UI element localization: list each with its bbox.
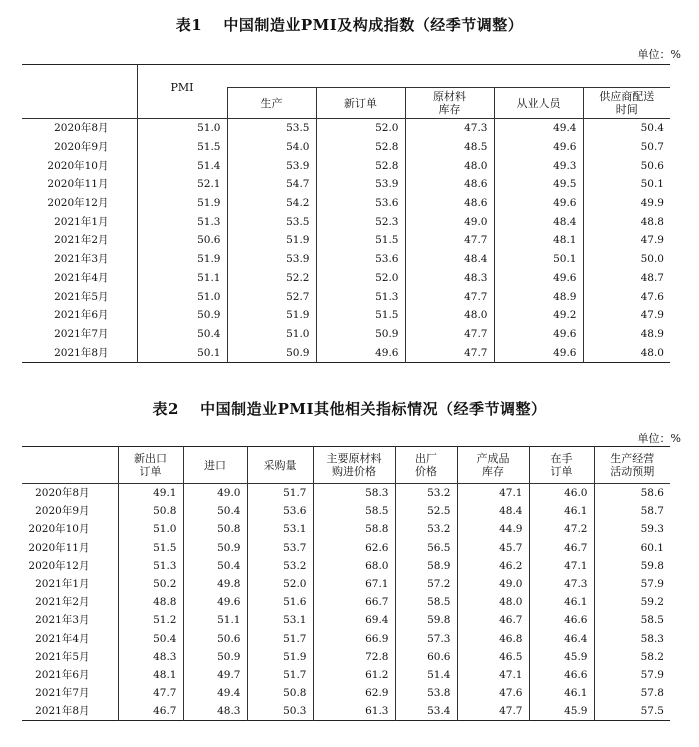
table-cell: 51.1 xyxy=(137,269,227,288)
table-cell: 51.9 xyxy=(227,231,316,250)
table-cell: 51.3 xyxy=(137,212,227,231)
table2-header-text: 生产经营 活动预期 xyxy=(610,452,655,478)
table1-header-pmi: PMI xyxy=(137,65,227,119)
table-cell: 49.6 xyxy=(494,138,583,157)
table-cell: 57.9 xyxy=(594,666,670,684)
table1 xyxy=(22,64,670,363)
table-cell: 45.9 xyxy=(529,648,594,666)
table-cell: 46.1 xyxy=(529,684,594,702)
table1-body xyxy=(22,119,670,363)
table-cell: 53.8 xyxy=(395,684,457,702)
table-cell: 52.8 xyxy=(316,138,405,157)
table-cell: 51.1 xyxy=(183,611,247,629)
table2-header-text: 进口 xyxy=(204,458,226,472)
table-cell: 51.0 xyxy=(227,325,316,344)
table-cell: 49.0 xyxy=(457,575,529,593)
table-cell: 47.3 xyxy=(405,119,494,138)
table-cell: 51.4 xyxy=(395,666,457,684)
table-row xyxy=(22,520,670,538)
table-cell: 51.9 xyxy=(247,648,313,666)
table-cell: 48.3 xyxy=(118,648,183,666)
table-cell: 48.3 xyxy=(183,702,247,721)
table-cell: 50.3 xyxy=(247,702,313,721)
table-cell: 50.4 xyxy=(183,502,247,520)
table-cell: 58.5 xyxy=(594,611,670,629)
table2-title: 表2 中国制造业PMI其他相关指标情况（经季节调整） xyxy=(152,400,547,418)
table-cell: 58.9 xyxy=(395,557,457,575)
table-cell: 51.0 xyxy=(137,287,227,306)
table-cell: 53.2 xyxy=(395,484,457,503)
table-cell: 52.8 xyxy=(316,156,405,175)
table-cell: 59.8 xyxy=(395,611,457,629)
table-cell: 57.5 xyxy=(594,702,670,721)
table-cell: 51.5 xyxy=(118,539,183,557)
table-cell: 50.4 xyxy=(183,557,247,575)
table2-header-text: 出厂 价格 xyxy=(415,452,437,478)
table2-body xyxy=(22,484,670,721)
row-label: 2021年5月 xyxy=(35,650,90,663)
table-row xyxy=(22,557,670,575)
table-cell: 48.4 xyxy=(457,502,529,520)
row-label: 2021年2月 xyxy=(35,596,90,609)
table-cell: 49.6 xyxy=(316,343,405,362)
table-cell: 51.7 xyxy=(247,484,313,503)
table1-unit: 单位：% xyxy=(637,48,681,61)
table-row xyxy=(22,539,670,557)
table-cell: 47.9 xyxy=(583,231,670,250)
table-cell: 47.1 xyxy=(457,484,529,503)
row-label: 2020年9月 xyxy=(54,141,109,154)
table-cell: 58.5 xyxy=(313,502,395,520)
table-cell: 51.6 xyxy=(247,593,313,611)
table-cell: 53.6 xyxy=(247,502,313,520)
table-cell: 58.3 xyxy=(313,484,395,503)
table2-header-business-expectations xyxy=(594,447,670,484)
table1-header-production: 生产 xyxy=(227,88,316,119)
table-cell: 50.0 xyxy=(583,250,670,269)
table-row xyxy=(22,175,670,194)
row-label: 2021年4月 xyxy=(35,632,90,645)
table-cell: 51.2 xyxy=(118,611,183,629)
table-cell: 46.1 xyxy=(529,502,594,520)
table-cell: 53.6 xyxy=(316,194,405,213)
table-row xyxy=(22,575,670,593)
table-cell: 49.9 xyxy=(583,194,670,213)
table-cell: 46.1 xyxy=(529,593,594,611)
table-cell: 49.4 xyxy=(494,119,583,138)
table-cell: 47.2 xyxy=(529,520,594,538)
table2-header-text: 产成品 库存 xyxy=(476,452,510,478)
table-row xyxy=(22,231,670,250)
table2-unit: 单位：% xyxy=(637,432,681,445)
table-row xyxy=(22,194,670,213)
table-cell: 53.7 xyxy=(247,539,313,557)
table-cell: 46.6 xyxy=(529,666,594,684)
row-label: 2020年9月 xyxy=(35,505,90,518)
table-row xyxy=(22,684,670,702)
table-cell: 66.7 xyxy=(313,593,395,611)
table2-header-text: 新出口 订单 xyxy=(134,452,167,478)
table-cell: 48.0 xyxy=(457,593,529,611)
table-row xyxy=(22,325,670,344)
table-cell: 50.6 xyxy=(583,156,670,175)
row-label: 2021年4月 xyxy=(54,271,109,284)
table-cell: 48.9 xyxy=(494,287,583,306)
table-row xyxy=(22,666,670,684)
row-label: 2021年7月 xyxy=(35,687,90,700)
table-cell: 66.9 xyxy=(313,630,395,648)
table-cell: 54.7 xyxy=(227,175,316,194)
table-cell: 47.6 xyxy=(583,287,670,306)
table-cell: 48.0 xyxy=(405,156,494,175)
table-row xyxy=(22,287,670,306)
table-cell: 51.0 xyxy=(137,119,227,138)
row-label: 2020年12月 xyxy=(28,559,90,572)
table1-corner xyxy=(22,65,137,119)
table-cell: 49.7 xyxy=(183,666,247,684)
table-cell: 49.2 xyxy=(494,306,583,325)
table-cell: 49.3 xyxy=(494,156,583,175)
table-cell: 60.1 xyxy=(594,539,670,557)
table-cell: 58.8 xyxy=(313,520,395,538)
table-cell: 62.6 xyxy=(313,539,395,557)
table-cell: 48.9 xyxy=(583,325,670,344)
row-label: 2021年8月 xyxy=(35,705,90,718)
table1-title: 表1 中国制造业PMI及构成指数（经季节调整） xyxy=(175,16,524,34)
table-cell: 56.5 xyxy=(395,539,457,557)
table-cell: 46.4 xyxy=(529,630,594,648)
table-row xyxy=(22,648,670,666)
table-cell: 68.0 xyxy=(313,557,395,575)
row-label: 2021年3月 xyxy=(54,253,109,266)
table-cell: 52.1 xyxy=(137,175,227,194)
table-cell: 54.2 xyxy=(227,194,316,213)
table-cell: 53.4 xyxy=(395,702,457,721)
table-cell: 48.1 xyxy=(118,666,183,684)
table-cell: 49.6 xyxy=(494,325,583,344)
table-cell: 50.8 xyxy=(247,684,313,702)
table-row xyxy=(22,138,670,157)
table-cell: 53.2 xyxy=(247,557,313,575)
table-cell: 48.6 xyxy=(405,194,494,213)
table-cell: 49.6 xyxy=(494,269,583,288)
table-cell: 50.6 xyxy=(183,630,247,648)
table2-corner xyxy=(22,447,118,484)
table-cell: 59.8 xyxy=(594,557,670,575)
row-label: 2021年5月 xyxy=(54,290,109,303)
row-label: 2020年11月 xyxy=(28,541,90,554)
table-cell: 47.1 xyxy=(529,557,594,575)
table-cell: 52.0 xyxy=(316,119,405,138)
table-cell: 51.7 xyxy=(247,630,313,648)
table-cell: 47.7 xyxy=(405,343,494,362)
table-cell: 46.0 xyxy=(529,484,594,503)
table2-header-backlog-orders xyxy=(529,447,594,484)
table-row xyxy=(22,119,670,138)
table-cell: 49.6 xyxy=(494,194,583,213)
row-label: 2020年10月 xyxy=(28,523,90,536)
table-cell: 53.5 xyxy=(227,212,316,231)
table-cell: 50.9 xyxy=(183,539,247,557)
table-cell: 52.2 xyxy=(227,269,316,288)
table2 xyxy=(22,446,670,721)
table-cell: 58.2 xyxy=(594,648,670,666)
table-cell: 58.7 xyxy=(594,502,670,520)
table-cell: 45.9 xyxy=(529,702,594,721)
table1-header-supplier-delivery-text: 供应商配送 时间 xyxy=(599,90,655,116)
row-label: 2020年10月 xyxy=(47,159,109,172)
table-cell: 50.4 xyxy=(583,119,670,138)
table-cell: 59.2 xyxy=(594,593,670,611)
row-label: 2020年12月 xyxy=(47,197,109,210)
table-cell: 48.4 xyxy=(405,250,494,269)
table-cell: 58.3 xyxy=(594,630,670,648)
table-cell: 53.2 xyxy=(395,520,457,538)
table-cell: 50.8 xyxy=(183,520,247,538)
row-label: 2021年8月 xyxy=(54,346,109,359)
table-cell: 69.4 xyxy=(313,611,395,629)
row-label: 2021年1月 xyxy=(54,215,109,228)
table1-header-raw-material-inventory xyxy=(405,88,494,119)
table-cell: 47.7 xyxy=(405,325,494,344)
table-cell: 52.0 xyxy=(247,575,313,593)
table-row xyxy=(22,611,670,629)
row-label: 2021年2月 xyxy=(54,234,109,247)
table-row xyxy=(22,630,670,648)
table-cell: 47.6 xyxy=(457,684,529,702)
table-cell: 58.6 xyxy=(594,484,670,503)
table-cell: 52.3 xyxy=(316,212,405,231)
table-cell: 47.3 xyxy=(529,575,594,593)
row-label: 2021年1月 xyxy=(35,578,90,591)
table-cell: 53.1 xyxy=(247,611,313,629)
row-label: 2021年3月 xyxy=(35,614,90,627)
table-cell: 48.0 xyxy=(405,306,494,325)
table-cell: 54.0 xyxy=(227,138,316,157)
table1-header-new-orders: 新订单 xyxy=(316,88,405,119)
row-label: 2020年11月 xyxy=(47,178,109,191)
table-row xyxy=(22,156,670,175)
table-cell: 48.5 xyxy=(405,138,494,157)
table-row xyxy=(22,593,670,611)
table-cell: 57.3 xyxy=(395,630,457,648)
table-cell: 53.1 xyxy=(247,520,313,538)
table-cell: 50.9 xyxy=(183,648,247,666)
table-cell: 46.2 xyxy=(457,557,529,575)
table-cell: 50.2 xyxy=(118,575,183,593)
table-cell: 53.9 xyxy=(227,156,316,175)
table2-header-imports xyxy=(183,447,247,484)
table-row xyxy=(22,250,670,269)
table-cell: 47.7 xyxy=(405,231,494,250)
table-cell: 62.9 xyxy=(313,684,395,702)
table-cell: 51.9 xyxy=(137,250,227,269)
table-cell: 51.4 xyxy=(137,156,227,175)
table-cell: 57.2 xyxy=(395,575,457,593)
table1-header-supplier-delivery xyxy=(583,88,670,119)
table-cell: 50.1 xyxy=(137,343,227,362)
table-cell: 51.3 xyxy=(316,287,405,306)
table-cell: 47.7 xyxy=(118,684,183,702)
table-cell: 53.9 xyxy=(316,175,405,194)
table-cell: 48.3 xyxy=(405,269,494,288)
table-cell: 61.2 xyxy=(313,666,395,684)
row-label: 2020年8月 xyxy=(35,487,90,500)
table1-header-employment: 从业人员 xyxy=(494,88,583,119)
table-cell: 51.0 xyxy=(118,520,183,538)
table-cell: 48.7 xyxy=(583,269,670,288)
table-cell: 50.9 xyxy=(137,306,227,325)
table-cell: 52.7 xyxy=(227,287,316,306)
table-cell: 46.5 xyxy=(457,648,529,666)
table-cell: 67.1 xyxy=(313,575,395,593)
table-cell: 44.9 xyxy=(457,520,529,538)
table2-header-text: 在手 订单 xyxy=(550,452,573,478)
table2-header-text: 采购量 xyxy=(263,458,297,472)
table-cell: 72.8 xyxy=(313,648,395,666)
table-cell: 52.5 xyxy=(395,502,457,520)
table-row xyxy=(22,212,670,231)
table-cell: 51.5 xyxy=(316,231,405,250)
table-cell: 46.7 xyxy=(529,539,594,557)
table-row xyxy=(22,484,670,503)
table-cell: 61.3 xyxy=(313,702,395,721)
table-cell: 49.6 xyxy=(494,343,583,362)
table-cell: 48.8 xyxy=(118,593,183,611)
table-cell: 50.4 xyxy=(118,630,183,648)
row-label: 2021年6月 xyxy=(35,668,90,681)
table-cell: 46.8 xyxy=(457,630,529,648)
table-cell: 48.4 xyxy=(494,212,583,231)
table-cell: 48.1 xyxy=(494,231,583,250)
table-cell: 49.5 xyxy=(494,175,583,194)
table-cell: 49.0 xyxy=(183,484,247,503)
table2-header-input-prices xyxy=(313,447,395,484)
table-cell: 50.4 xyxy=(137,325,227,344)
table2-header-new-export-orders xyxy=(118,447,183,484)
table-row xyxy=(22,343,670,362)
table-cell: 50.9 xyxy=(316,325,405,344)
table-cell: 58.5 xyxy=(395,593,457,611)
table-cell: 47.1 xyxy=(457,666,529,684)
table-cell: 50.8 xyxy=(118,502,183,520)
row-label: 2020年8月 xyxy=(54,122,109,135)
table-cell: 48.0 xyxy=(583,343,670,362)
table-cell: 51.5 xyxy=(137,138,227,157)
table-cell: 53.5 xyxy=(227,119,316,138)
table-cell: 45.7 xyxy=(457,539,529,557)
table-cell: 51.3 xyxy=(118,557,183,575)
table-cell: 51.9 xyxy=(137,194,227,213)
table2-header-finished-goods-inventory xyxy=(457,447,529,484)
table2-header-text: 主要原材料 购进价格 xyxy=(326,452,382,478)
table-cell: 59.3 xyxy=(594,520,670,538)
table-row xyxy=(22,306,670,325)
table-cell: 60.6 xyxy=(395,648,457,666)
table-cell: 49.6 xyxy=(183,593,247,611)
table-cell: 49.8 xyxy=(183,575,247,593)
table-cell: 53.6 xyxy=(316,250,405,269)
table1-header-spacer xyxy=(227,65,670,88)
table-cell: 50.6 xyxy=(137,231,227,250)
table-cell: 47.7 xyxy=(405,287,494,306)
row-label: 2021年6月 xyxy=(54,309,109,322)
table-row xyxy=(22,269,670,288)
table-cell: 57.9 xyxy=(594,575,670,593)
table-cell: 50.9 xyxy=(227,343,316,362)
table-cell: 51.5 xyxy=(316,306,405,325)
table-cell: 48.6 xyxy=(405,175,494,194)
table-row xyxy=(22,502,670,520)
table-cell: 50.7 xyxy=(583,138,670,157)
table-cell: 49.0 xyxy=(405,212,494,231)
table-cell: 46.7 xyxy=(118,702,183,721)
table2-header-output-prices xyxy=(395,447,457,484)
table-cell: 52.0 xyxy=(316,269,405,288)
table-cell: 47.7 xyxy=(457,702,529,721)
table-cell: 47.9 xyxy=(583,306,670,325)
table-cell: 49.1 xyxy=(118,484,183,503)
table2-header-purchases xyxy=(247,447,313,484)
table-cell: 57.8 xyxy=(594,684,670,702)
row-label: 2021年7月 xyxy=(54,327,109,340)
table-row xyxy=(22,702,670,721)
table-cell: 46.7 xyxy=(457,611,529,629)
table-cell: 51.9 xyxy=(227,306,316,325)
table-cell: 48.8 xyxy=(583,212,670,231)
table-cell: 50.1 xyxy=(583,175,670,194)
table-cell: 51.7 xyxy=(247,666,313,684)
table-cell: 50.1 xyxy=(494,250,583,269)
table1-header-raw-material-inventory-text: 原材料 库存 xyxy=(433,90,466,116)
table-cell: 53.9 xyxy=(227,250,316,269)
table-cell: 46.6 xyxy=(529,611,594,629)
table-cell: 49.4 xyxy=(183,684,247,702)
